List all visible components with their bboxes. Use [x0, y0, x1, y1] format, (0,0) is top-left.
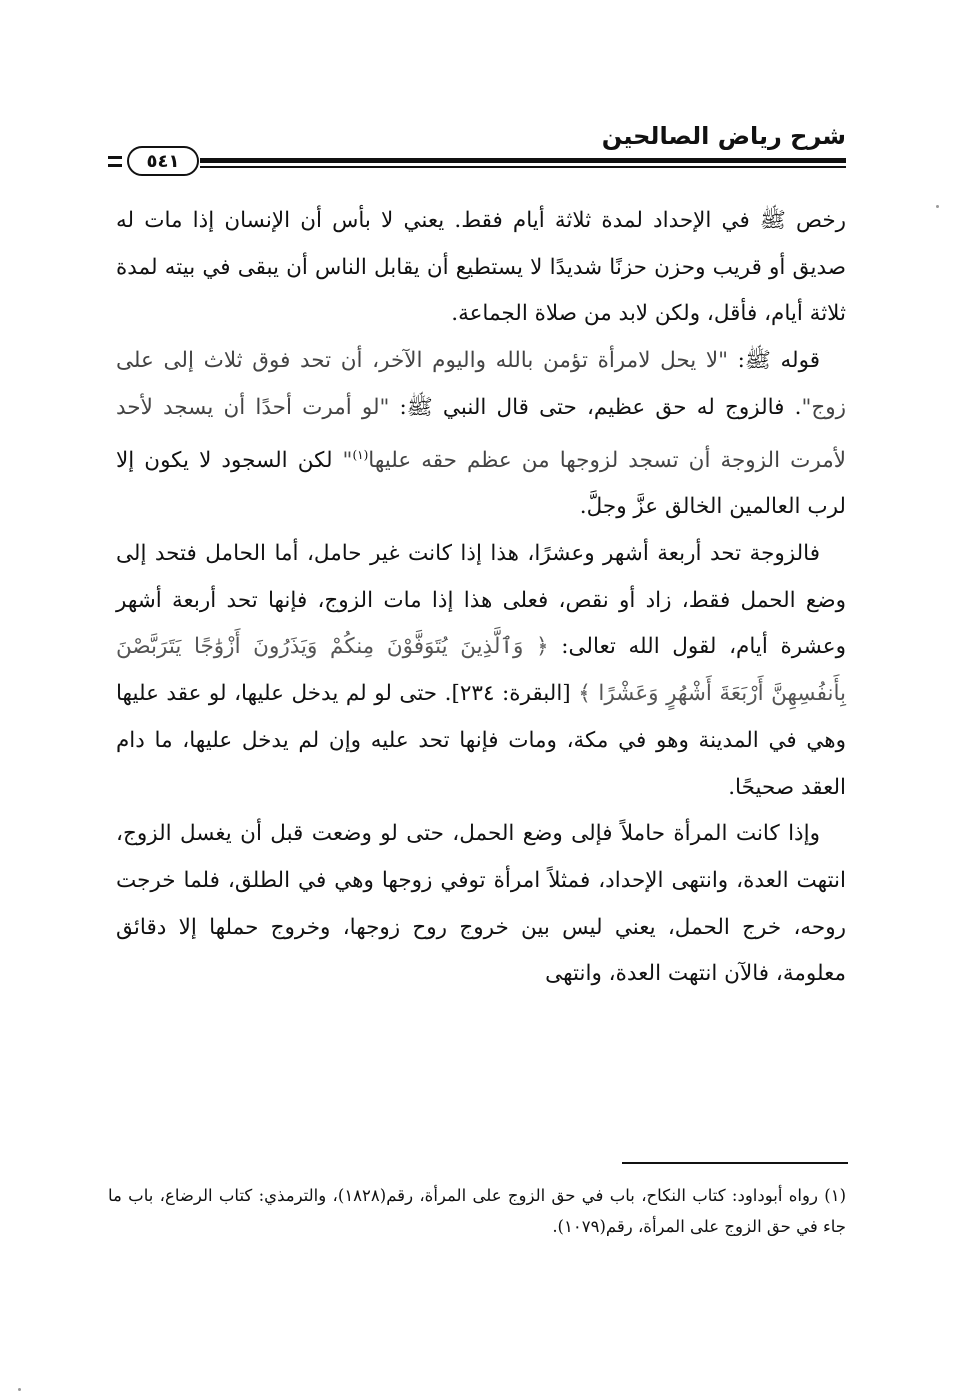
badge-mark-bottom — [108, 164, 122, 167]
quran-citation: [البقرة: ٢٣٤] — [451, 681, 579, 707]
footnote — [108, 1180, 846, 1242]
paragraph-2 — [116, 338, 846, 531]
para2-mid: . فالزوج له حق عظيم، حتى قال النبي ﷺ: — [389, 394, 802, 420]
para2-tail: لكن السجود لا يكون إلا لرب العالمين الخالق عزَّ وجلَّ. — [116, 447, 846, 520]
page-number-badge — [127, 146, 199, 176]
scan-speck — [18, 1388, 21, 1391]
book-title: شرح رياض الصالحين — [601, 122, 846, 150]
paragraph-4: وإذا كانت المرأة حاملاً فإلى وضع الحمل، حتى لو وضعت قبل أن يغسل الزوج، انتهت العدة، وانتهى الإحداد، فمثلاً امرأة توفي زوجها وهي في الطلق، فلما خرجت روحه، خرج الحمل، يعني ليس بين خروج روح زوجها، وخروج حملها إلا دقائق معلومة، فالآن انتهت العدة، وانتهى — [116, 821, 846, 987]
quran-verse: ﴿ وَٱلَّذِينَ يُتَوَفَّوْنَ مِنكُمْ وَيَذَرُونَ أَزْوَٰجًا يَتَرَبَّصْنَ بِأَنفُسِهِنَّ أَرْبَعَةَ أَشْهُرٍ وَعَشْرًا ﴾ — [116, 634, 846, 707]
footnote-divider — [622, 1162, 848, 1164]
footnote-text: (١) رواه أبوداود: كتاب النكاح، باب في حق الزوج على المرأة، رقم(١٨٢٨)، والترمذي: كتاب الرضاع، باب ما جاء في حق الزوج على المرأة، رقم(١٠٧٩). — [108, 1186, 846, 1236]
hadith-quote-1: "لا يحل لامرأة تؤمن بالله واليوم الآخر، أن تحد فوق ثلاث إلى على زوج" — [116, 348, 846, 420]
badge-mark-top — [108, 156, 122, 159]
hadith-quote-2: "لو أمرت أحدًا أن يسجد لأحد لأمرت الزوجة أن تسجد لزوجها من عظم حقه عليها — [116, 394, 846, 473]
scan-speck — [936, 205, 939, 208]
paragraph-3 — [116, 531, 846, 811]
paragraph-1: رخص ﷺ في الإحداد لمدة ثلاثة أيام فقط. يعني لا بأس أن الإنسان إذا مات له صديق أو قريب وحزن حزنًا شديدًا لا يستطيع أن يقابل الناس أن يبقى في بيته لمدة ثلاثة أيام، فأقل، ولكن لابد من صلاة الجماعة. — [116, 208, 846, 327]
page-number: ٥٤١ — [146, 150, 180, 172]
main-text — [116, 198, 846, 998]
footnote-reference[interactable]: (١) — [352, 447, 369, 462]
header-rule-thick — [200, 158, 846, 163]
para3-text-2: . حتى لو لم يدخل عليها، لو عقد عليها وهي في المدينة وهو في مكة، ومات فإنها تحد عليه وإن لم يدخل عليها، ما دام العقد صحيحًا. — [116, 681, 846, 800]
para3-text-1: فالزوجة تحد أربعة أشهر وعشرًا، هذا إذا كانت غير حامل، أما الحامل فتحد إلى وضع الحمل فقط، زاد أو نقص، فعلى هذا إذا مات الزوج، فإنها تحد أربعة أشهر وعشرة أيام، لقول الله تعالى: — [116, 541, 846, 660]
para2-lead: قوله ﷺ: — [728, 348, 820, 374]
hadith-quote-2-end: " — [342, 447, 353, 473]
header-rule-thin — [200, 166, 846, 168]
